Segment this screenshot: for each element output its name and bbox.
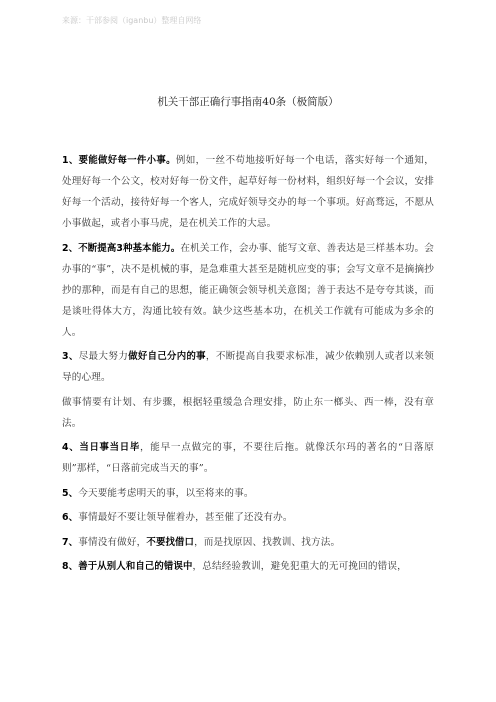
item-number: 8、 — [62, 561, 79, 572]
source-line: 来源：干部参阅（iganbu）整理自网络 — [62, 16, 202, 25]
list-item — [62, 150, 434, 234]
item-lead: 不要找借口 — [146, 536, 195, 548]
list-item — [62, 483, 434, 504]
item-number: 6、 — [62, 512, 79, 523]
item-number: 1、 — [62, 155, 79, 166]
item-number: 7、 — [62, 536, 79, 548]
item-text: ，不断提高自我要求标准，减少依赖别人或者以来领导的心理。 — [62, 351, 435, 383]
item-text: 在机关工作，会办事、能写文章、善表达是三样基本功。会办事的“事”，决不是机械的事，是急难重大甚至是随机应变的事；会写文章不是摘摘抄抄的那种，而是有自己的思想，能正确领会领导机关意图；善于表达不是夸夸其谈，而是谈吐得体大方，沟通比较有效。缺少这些基本功，在机关工作就有可能成为多余的人。 — [62, 242, 434, 338]
item-lead: 不断提高3种基本能力。 — [78, 242, 181, 254]
item-number: 4、 — [62, 442, 80, 453]
item-lead: 要能做好每一件小事。 — [78, 155, 176, 166]
list-item — [62, 437, 434, 479]
item-pre: 事情没有做好， — [78, 536, 147, 548]
item-text: 做事情要有计划、有步骤，根据轻重缓急合理安排，防止东一榔头、西一棒，没有章法。 — [62, 396, 434, 429]
list-item — [62, 532, 434, 553]
list-item — [62, 346, 434, 388]
item-text: 事情最好不要让领导催着办，甚至催了还没有办。 — [78, 512, 293, 523]
list-item — [62, 507, 434, 528]
item-lead: 当日事当日毕 — [79, 442, 140, 453]
item-text: 例如，一丝不苟地接听好每一个电话，落实好每一个通知，处理好每一个公文，校对好每一份文件，起草好每一份材料，组织好每一个会议，安排好每一个活动，接待好每一个客人，完成好领导交办的每一个事项。好高骛远，不愿从小事做起，或者小事马虎，是在机关工作的大忌。 — [62, 155, 434, 229]
list-item — [62, 556, 434, 577]
list-item-continuation — [62, 392, 434, 434]
item-number: 2、 — [62, 242, 79, 254]
document-title: 机关干部正确行事指南40条（极简版） — [157, 96, 339, 108]
document-body — [62, 150, 434, 581]
item-text: ，而是找原因、找教训、找方法。 — [194, 536, 341, 548]
item-pre: 尽最大努力 — [78, 351, 129, 362]
item-number: 3、 — [62, 351, 79, 362]
item-lead: 做好自己分内的事 — [128, 351, 206, 362]
list-item — [62, 238, 434, 343]
item-text: ，能早一点做完的事，不要往后拖。就像沃尔玛的著名的“日落原则”那样，“日落前完成当天的事”。 — [62, 442, 434, 474]
item-text: 今天要能考虑明天的事，以至将来的事。 — [78, 487, 254, 499]
item-number: 5、 — [62, 487, 79, 499]
item-text: ，总结经验教训，避免犯重大的无可挽回的错误， — [192, 561, 407, 572]
item-lead: 善于从别人和自己的错误中 — [78, 561, 193, 572]
